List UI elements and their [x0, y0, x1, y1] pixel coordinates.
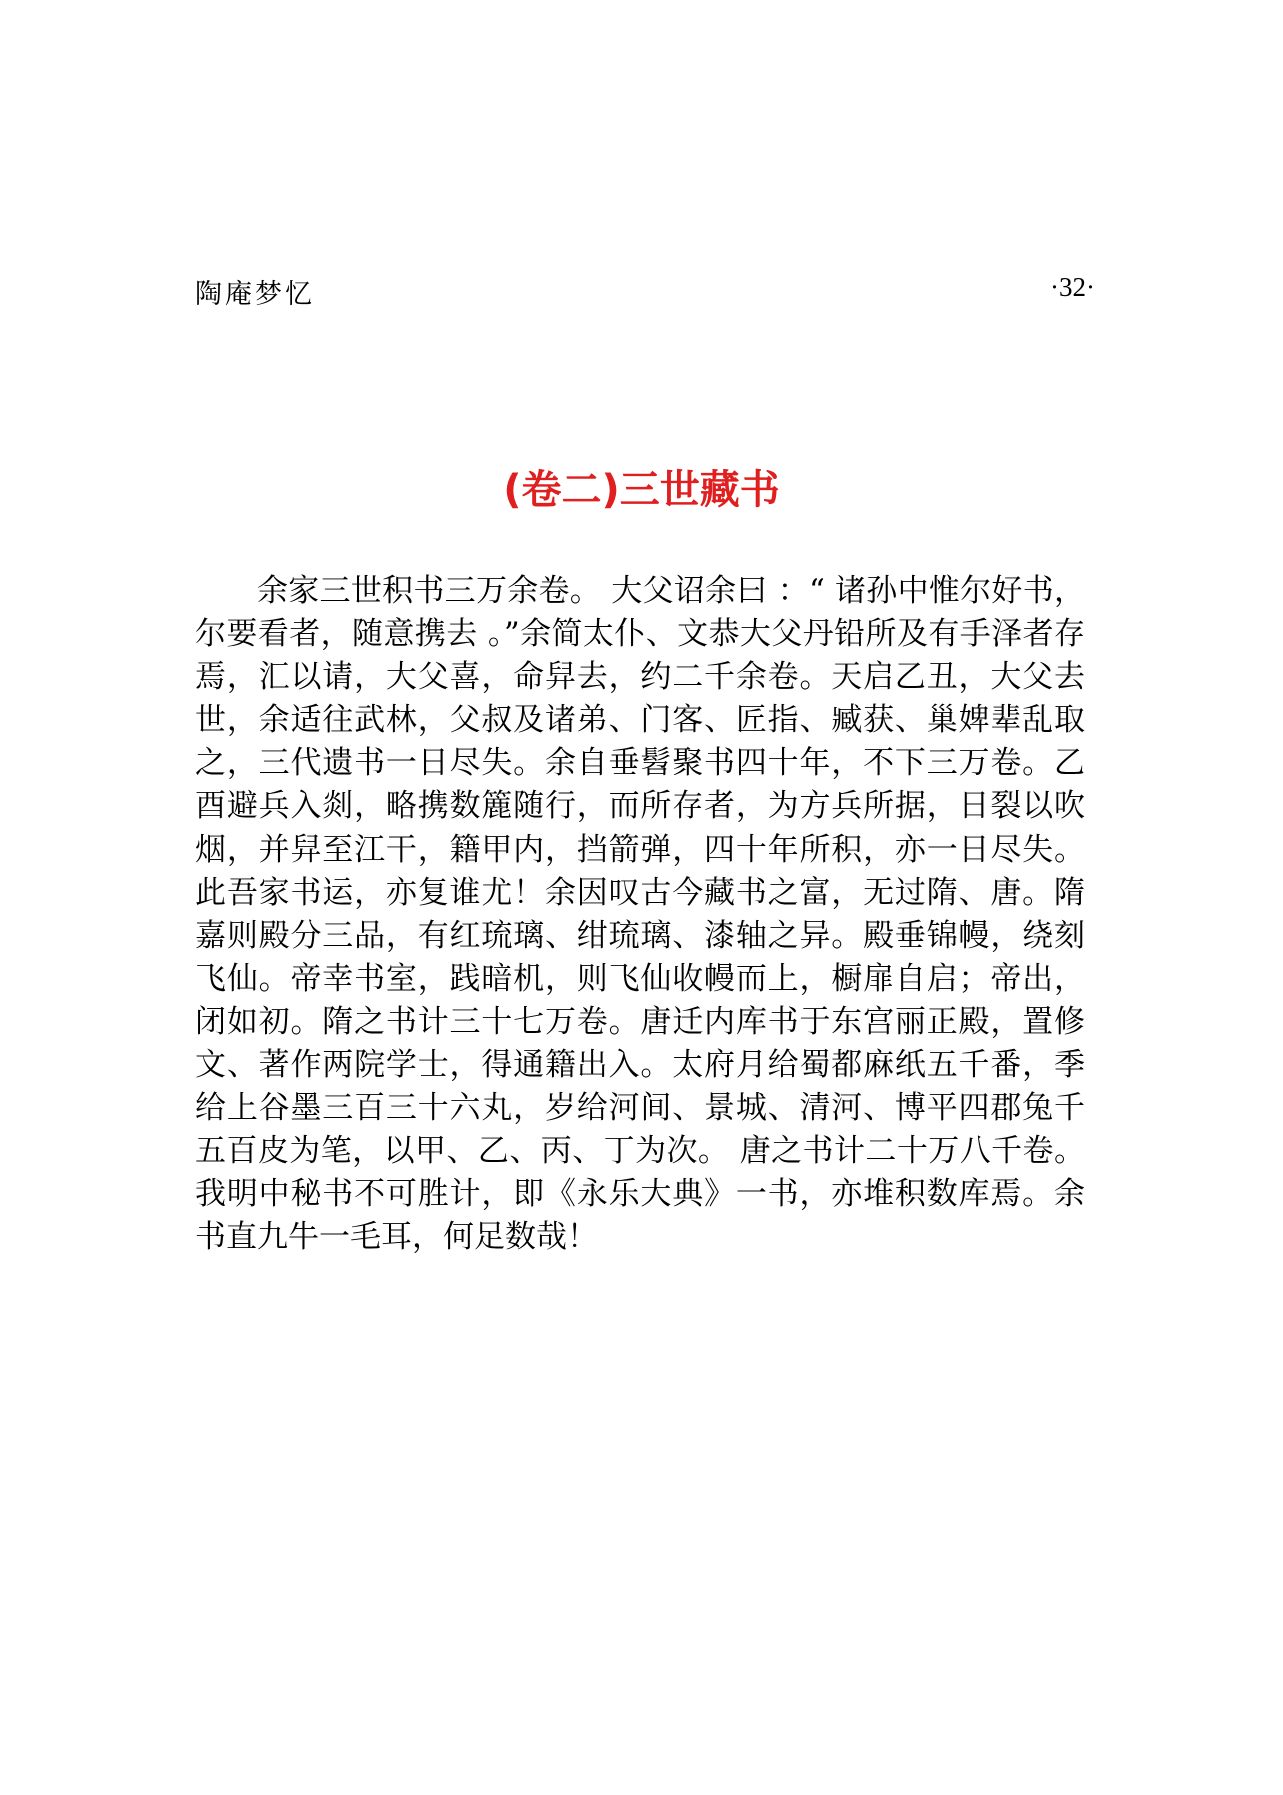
page-number: ·32· — [1050, 272, 1095, 302]
running-title: 陶庵梦忆 — [195, 279, 315, 310]
body-paragraph: 余家三世积书三万余卷。 大父诏余曰 ：“ 诸孙中惟尔好书，尔要看者，随意携去 。”余简太仆、文恭大父丹铅所及有手泽者存焉，汇以请，大父喜，命舁去，约二千余卷。天启乙丑，大父去世，余适往武林，父叔及诸弟、门客、匠指、臧获、巢婢辈乱取之，三代遗书一日尽失。余自垂髫聚书四十年，不下三万卷。乙酉避兵入剡，略携数簏随行，而所存者，为方兵所据，日裂以吹烟，并舁至江干，籍甲内，挡箭弹，四十年所积，亦一日尽失。此吾家书运，亦复谁尤！余因叹古今藏书之富，无过隋、唐。隋嘉则殿分三品，有红琉璃、绀琉璃、漆轴之异。殿垂锦幔，绕刻飞仙。帝幸书室，践暗机，则飞仙收幔而上，橱扉自启；帝出，闭如初。隋之书计三十七万卷。唐迁内库书于东宫丽正殿，置修文、著作两院学士，得通籍出入。太府月给蜀都麻纸五千番，季给上谷墨三百三十六丸，岁给河间、景城、清河、博平四郡兔千五百皮为笔，以甲、乙、丙、丁为次。 唐之书计二十万八千卷。 我明中秘书不可胜计，即《永乐大典》一书，亦堆积数库焉。余书直九牛一毛耳，何足数哉！ — [195, 573, 1085, 1256]
chapter-title: (卷二)三世藏书 — [503, 467, 780, 513]
